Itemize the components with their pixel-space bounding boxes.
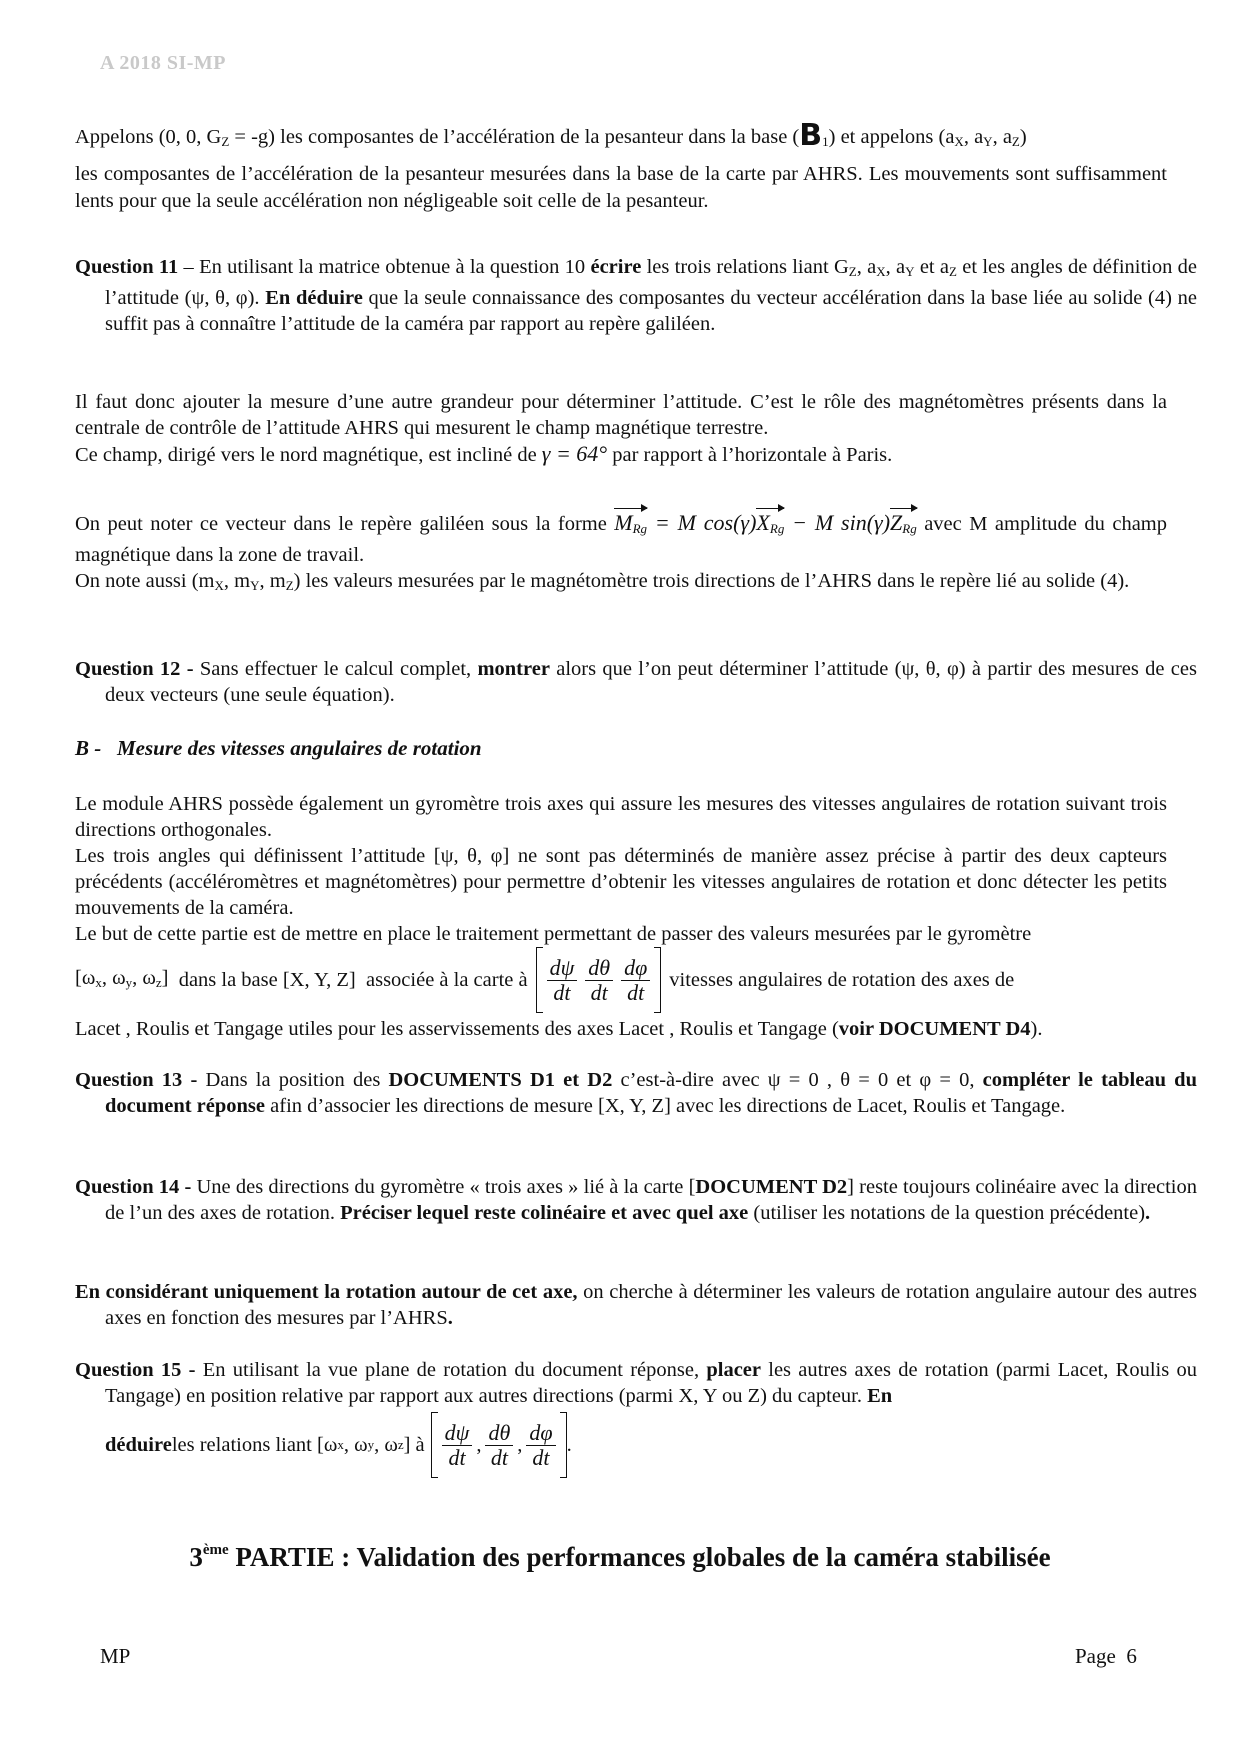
magnetic-vector-equation: $M_{Rg} = M$ $\cos(\gamma)X_{Rg} - M$ $\sin(\gamma)Z_{Rg}$ xyxy=(614,510,916,535)
paragraph-vecteur: On peut noter ce vecteur dans le repère galiléen sous la forme $M_{Rg} = M$ $\cos(\gamma)X_{Rg} - M$ $\sin(\gamma)Z_{Rg}$ avec M amplitude du champ magnétique dans la zone de travail. On note aussi ($m_X$, $m_Y$, $m_Z$) les valeurs mesurées par le magnétomètre trois directions de l’AHRS dans le repère lié au solide (4). xyxy=(75,510,1167,593)
omega-vector: [$\omega_x$, $\omega_y$, $\omega_z$] xyxy=(75,966,169,990)
paragraph-lacet-roulis: Lacet , Roulis et Tangage utiles pour les asservissements des axes Lacet , Roulis et Tangage (voir DOCUMENT D4). xyxy=(75,1018,1043,1040)
gyro-mapping-line: [$\omega_x$, $\omega_y$, $\omega_z$] dans la base [X, Y, Z] associée à la carte à $\frac{d\psi}{dt}$ $\frac{d\theta}{dt}$ $\frac{d\varphi}{dt}$ vitesses angulaires de rotation des axes de xyxy=(75,946,1167,1014)
section-b-title: B - Mesure des vitesses angulaires de rotation xyxy=(75,736,482,760)
question-13: Question 13 - Dans la position des DOCUMENTS D1 et D2 c’est-à-dire avec ψ = 0 , θ = 0 et φ = 0, compléter le tableau du document réponse afin d’associer les directions de mesure [X, Y, Z] avec les directions de Lacet, Roulis et Tangage. xyxy=(75,1069,1197,1117)
footer-left: MP xyxy=(100,1644,131,1668)
header-code: A 2018 SI-MP xyxy=(100,52,226,74)
question-14: Question 14 - Une des directions du gyromètre « trois axes » lié à la carte [DOCUMENT D2] reste toujours colinéaire avec la direction de l’un des axes de rotation. Préciser lequel reste colinéaire et avec quel axe (utiliser les notations de la question précédente). xyxy=(75,1176,1197,1224)
page-number: Page 6 xyxy=(1075,1644,1137,1668)
paragraph-pesanteur: Appelons (0, 0, $G_Z = -g$) les composantes de l’accélération de la pesanteur dans la base $(B_1)$ et appelons ($a_X$, $a_Y$, $a_Z$) les composantes de l’accélération de la pesanteur mesurées dans la base de la carte par AHRS. Les mouvements sont suffisamment lents pour que la seule accélération non négligeable soit celle de la pesanteur. xyxy=(75,118,1167,212)
paragraph-gyrometre: Le module AHRS possède également un gyromètre trois axes qui assure les mesures des vitesses angulaires de rotation suivant trois directions orthogonales. Les trois angles qui définissent l’attitude [ψ, θ, φ] ne sont pas déterminés de manière assez précise à partir des deux capteurs précédents (accéléromètres et magnétomètres) pour permettre d’obtenir les vitesses angulaires de rotation et donc détecter les petits mouvements de la caméra. Le but de cette partie est de mettre en place le traitement permettant de passer des valeurs mesurées par le gyromètre xyxy=(75,793,1167,945)
angular-rates-vector-2: $\frac{d\psi}{dt}$ , $\frac{d\theta}{dt}$ , $\frac{d\varphi}{dt}$ xyxy=(431,1412,567,1478)
part-3-heading: 3ème PARTIE : Validation des performances globales de la caméra stabilisée xyxy=(189,1542,1051,1572)
paragraph-rotation-axe: En considérant uniquement la rotation autour de cet axe, on cherche à déterminer les valeurs de rotation angulaire autour des autres axes en fonction des mesures par l’AHRS. xyxy=(75,1281,1197,1329)
paragraph-magnetometres: Il faut donc ajouter la mesure d’une autre grandeur pour déterminer l’attitude. C’est le rôle des magnétomètres présents dans la centrale de contrôle de l’attitude AHRS qui mesurent le champ magnétique terrestre. Ce champ, dirigé vers le nord magnétique, est incliné de γ = 64° par rapport à l’horizontale à Paris. xyxy=(75,391,1167,466)
question-15-relations: déduire les relations liant [ω x , ω y , ω z ] à $\frac{d\psi}{dt}$ , $\frac{d\theta}{dt}$ , $\frac{d\varphi}{dt}$ . xyxy=(105,1410,572,1480)
question-12: Question 12 - Sans effectuer le calcul complet, montrer alors que l’on peut déterminer l’attitude (ψ, θ, φ) à partir des mesures de ces deux vecteurs (une seule équation). xyxy=(75,658,1197,706)
gamma-equation: γ = 64° xyxy=(541,441,608,466)
question-15: Question 15 - En utilisant la vue plane de rotation du document réponse, placer les autres axes de rotation (parmi Lacet, Roulis ou Tangage) en position relative par rapport aux autres directions (parmi X, Y ou Z) du capteur. En xyxy=(75,1359,1197,1407)
question-11: Question 11 – En utilisant la matrice obtenue à la question 10 écrire les trois relations liant $G_Z$, $a_X$, $a_Y$ et $a_Z$ et les angles de définition de l’attitude (ψ, θ, φ). En déduire que la seule connaissance des composantes du vecteur accélération dans la base liée au solide (4) ne suffit pas à connaître l’attitude de la caméra par rapport au repère galiléen. xyxy=(75,256,1197,335)
angular-rates-vector: $\frac{d\psi}{dt}$ $\frac{d\theta}{dt}$ $\frac{d\varphi}{dt}$ xyxy=(536,947,662,1013)
base-symbol: B xyxy=(799,118,823,153)
